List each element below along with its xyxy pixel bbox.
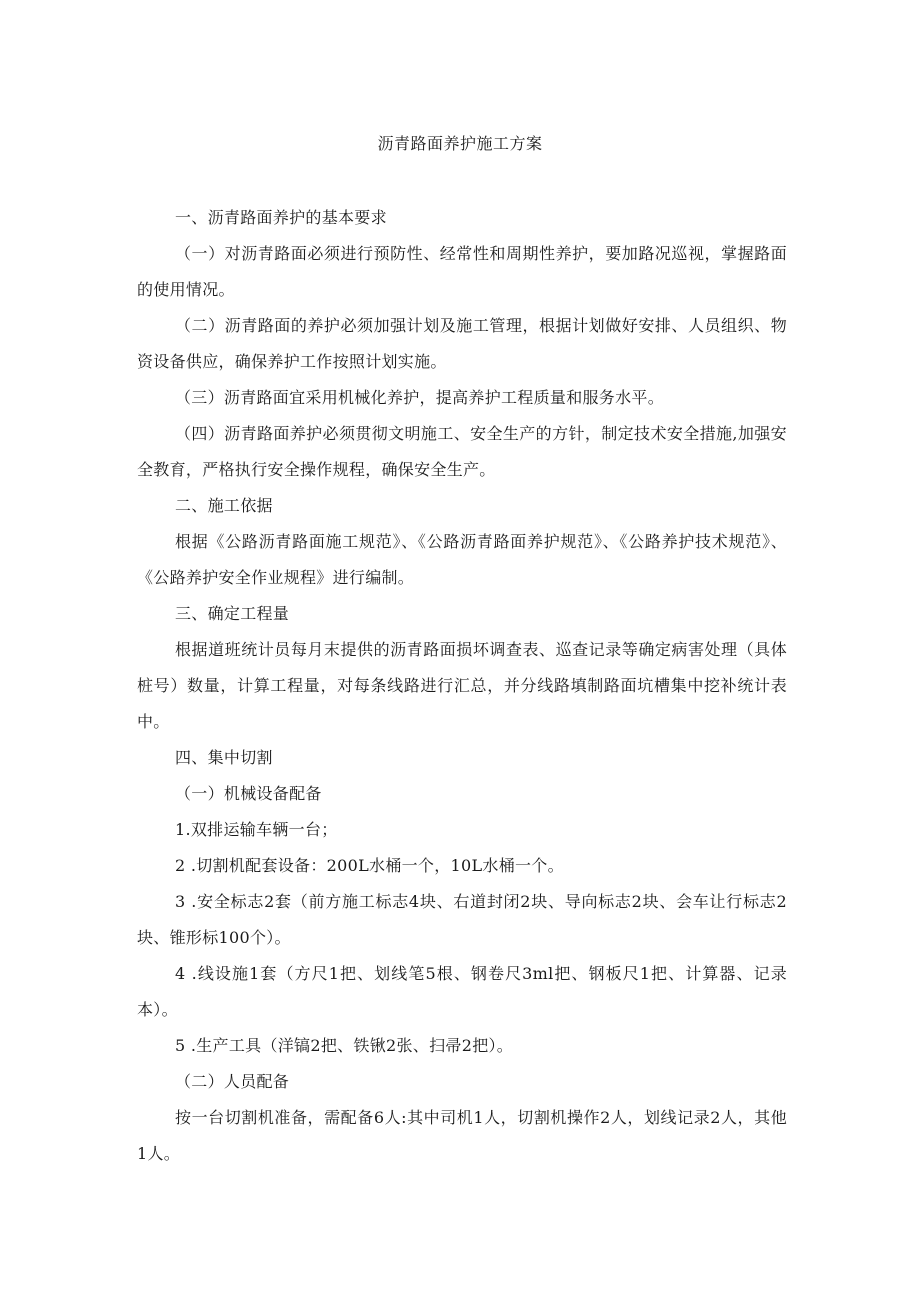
paragraph-2-1: 根据《公路沥青路面施工规范》、《公路沥青路面养护规范》、《公路养护技术规范》、《公路养护安全作业规程》进行编制。	[137, 532, 787, 587]
list-item-4: 4 .线设施1套（方尺1把、划线笔5根、钢卷尺3ml把、钢板尺1把、计算器、记录本）。	[137, 964, 787, 1019]
section-heading-2: 二、施工依据	[175, 496, 273, 515]
paragraph-1-2: （二）沥青路面的养护必须加强计划及施工管理，根据计划做好安排、人员组织、物资设备供应，确保养护工作按照计划实施。	[137, 316, 787, 371]
paragraph-4-2-1: 按一台切割机准备，需配备6人:其中司机1人，切割机操作2人，划线记录2人，其他1人。	[137, 1108, 787, 1163]
document-body	[137, 200, 787, 1172]
list-item-5: 5 .生产工具（洋镐2把、铁锹2张、扫帚2把）。	[175, 1036, 514, 1055]
paragraph-3-1: 根据道班统计员每月末提供的沥青路面损坏调查表、巡查记录等确定病害处理（具体桩号）数量，计算工程量，对每条线路进行汇总，并分线路填制路面坑槽集中挖补统计表中。	[137, 640, 787, 731]
document-title: 沥青路面养护施工方案	[377, 134, 543, 153]
list-item-1: 1.双排运输车辆一台；	[175, 820, 338, 839]
list-item-3: 3 .安全标志2套（前方施工标志4块、右道封闭2块、导向标志2块、会车让行标志2块、锥形标100个）。	[137, 892, 787, 947]
subsection-heading-4-2: （二）人员配备	[175, 1072, 290, 1091]
paragraph-1-1: （一）对沥青路面必须进行预防性、经常性和周期性养护，要加路况巡视，掌握路面的使用情况。	[137, 244, 787, 299]
paragraph-1-4: （四）沥青路面养护必须贯彻文明施工、安全生产的方针，制定技术安全措施,加强安全教育，严格执行安全操作规程，确保安全生产。	[137, 424, 787, 479]
section-heading-3: 三、确定工程量	[175, 604, 290, 623]
list-item-2: 2 .切割机配套设备：200L水桶一个，10L水桶一个。	[175, 856, 564, 875]
subsection-heading-4-1: （一）机械设备配备	[175, 784, 322, 803]
paragraph-1-3: （三）沥青路面宜采用机械化养护，提高养护工程质量和服务水平。	[175, 388, 665, 407]
section-heading-1: 一、沥青路面养护的基本要求	[175, 208, 387, 227]
section-heading-4: 四、集中切割	[175, 748, 273, 767]
